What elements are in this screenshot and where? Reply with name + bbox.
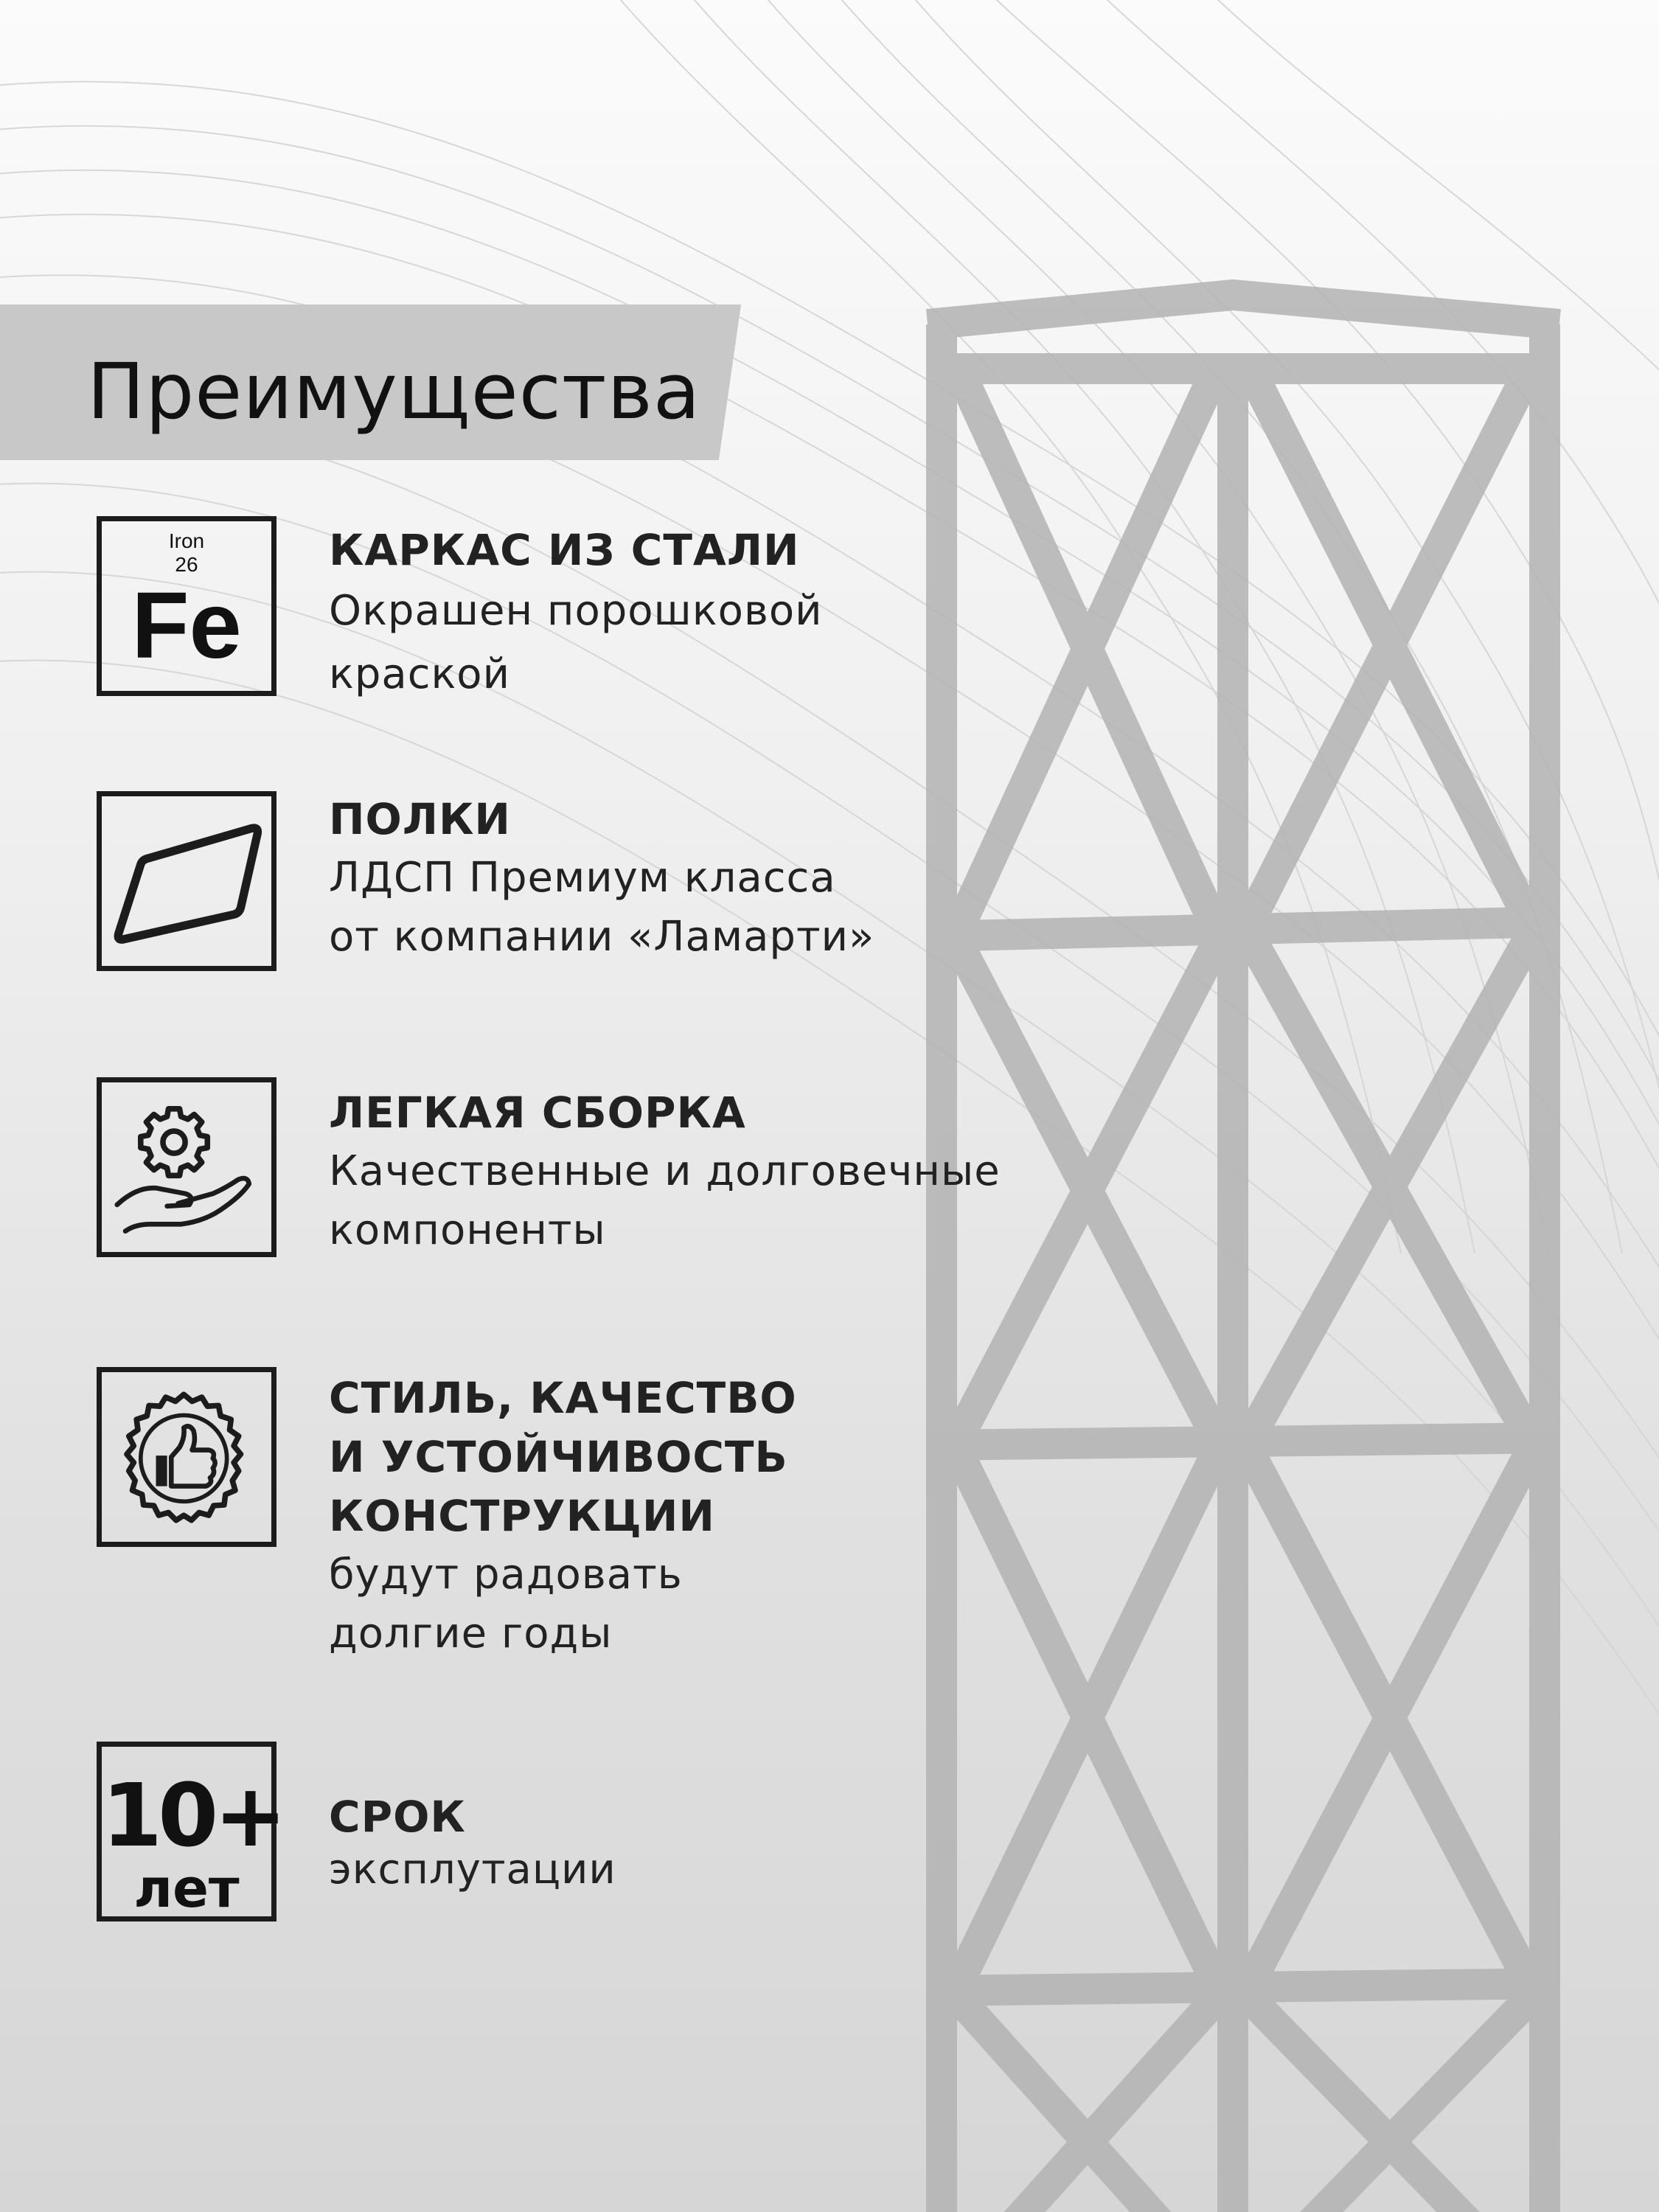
shelf-board-icon [97,791,276,971]
feature-description: Качественные и долговечные компоненты [329,1147,1001,1254]
page-title: Преимущества [87,347,701,437]
feature-title: СТИЛЬ, КАЧЕСТВО И УСТОЙЧИВОСТЬ КОНСТРУКЦИИ [329,1373,797,1541]
feature-description: Окрашен порошковой краской [329,587,823,698]
feature-title: СРОК [329,1792,466,1842]
feature-title: ЛЕГКАЯ СБОРКА [329,1088,746,1138]
gear-hand-icon [97,1077,276,1257]
feature-shelves [329,790,1066,967]
iron-symbol: Fe [131,573,242,678]
iron-number: 26 [175,553,198,576]
feature-steel-frame [329,521,1066,706]
years-number: 10+ [102,1764,283,1866]
feature-description: ЛДСП Премиум класса от компании «Ламарти» [329,854,875,961]
feature-easy-assembly [329,1083,1066,1260]
feature-style-quality [329,1368,1066,1663]
feature-description: будут радовать долгие годы [329,1551,683,1658]
years-word: лет [133,1857,240,1919]
feature-description: эксплутации [329,1846,616,1893]
feature-service-life [329,1787,1066,1893]
feature-title: КАРКАС ИЗ СТАЛИ [329,525,800,575]
feature-title: ПОЛКИ [329,794,511,844]
ten-years-icon [97,1742,283,1921]
thumbs-up-seal-icon [97,1367,276,1547]
iron-element-icon [97,516,276,696]
iron-label: Iron [168,529,205,552]
